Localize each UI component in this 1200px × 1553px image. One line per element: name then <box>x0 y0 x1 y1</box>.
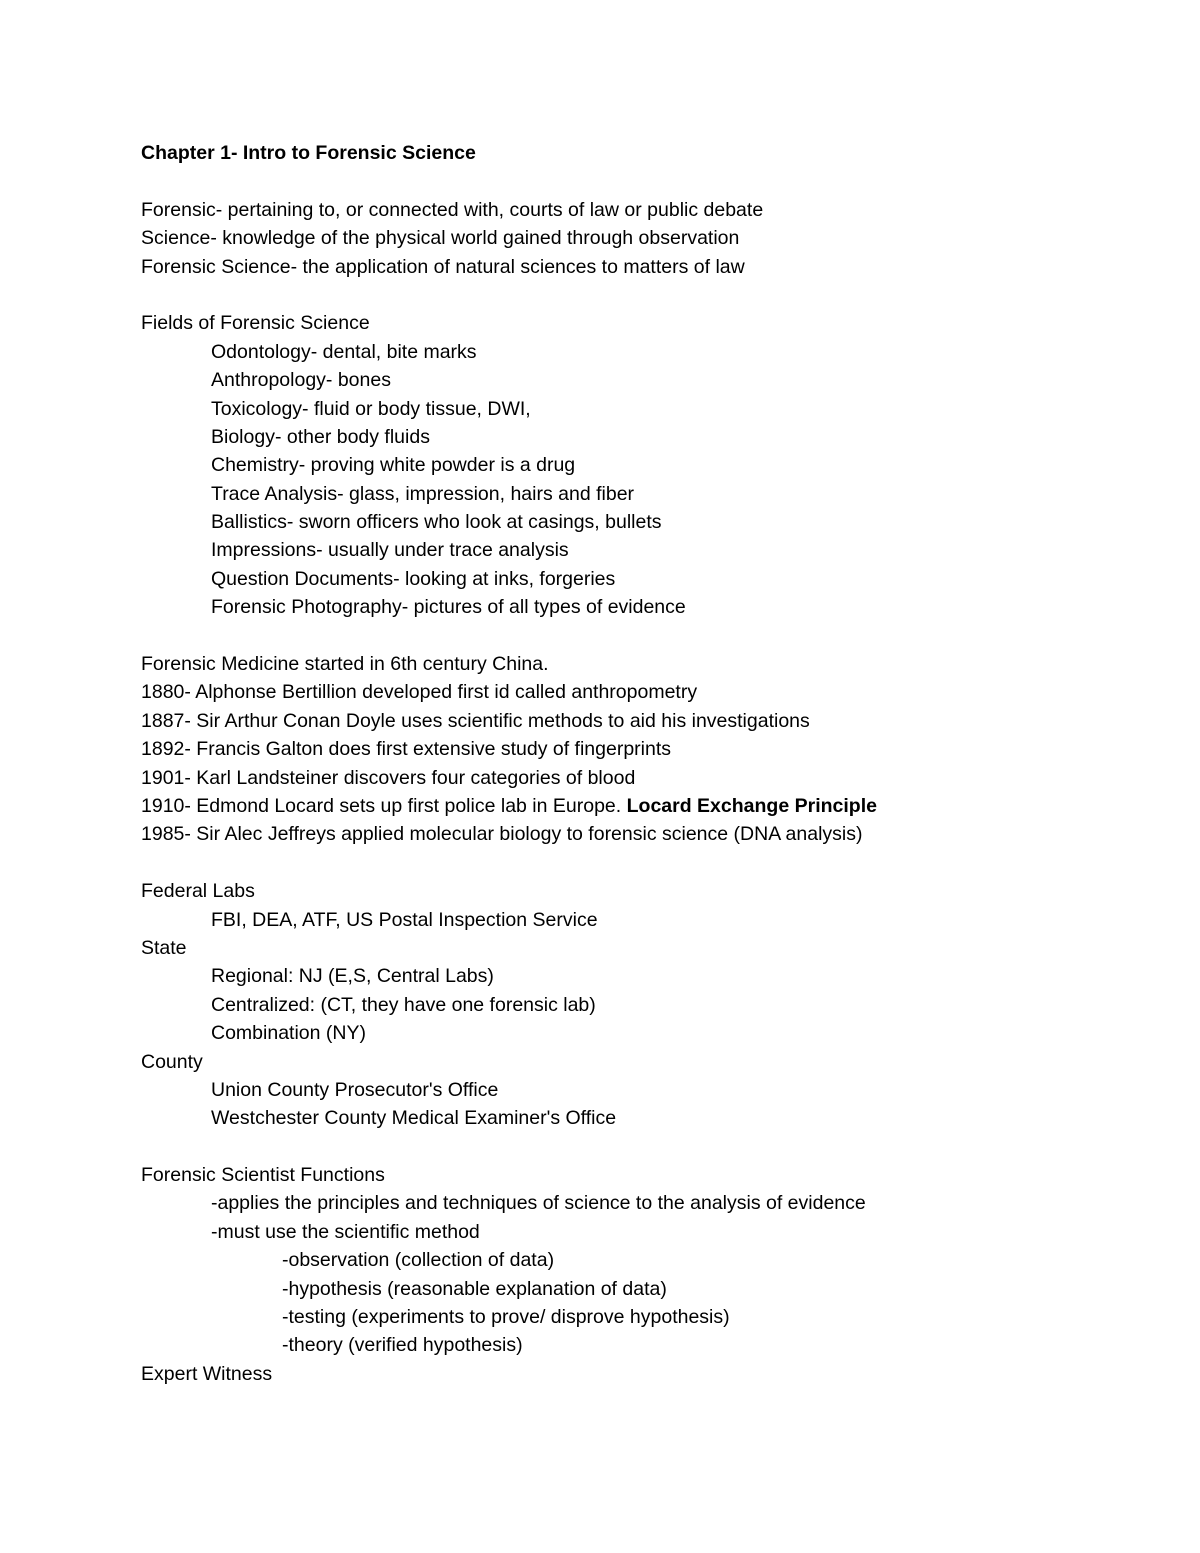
field-item: Chemistry- proving white powder is a drug <box>211 454 576 477</box>
county-item: Westchester County Medical Examiner's Office <box>211 1107 617 1130</box>
state-item: Centralized: (CT, they have one forensic lab) <box>211 993 596 1016</box>
functions-heading: Forensic Scientist Functions <box>141 1164 385 1187</box>
federal-labs-item: FBI, DEA, ATF, US Postal Inspection Service <box>211 908 598 931</box>
history-1887: 1887- Sir Arthur Conan Doyle uses scientific methods to aid his investigations <box>141 709 810 732</box>
field-item: Forensic Photography- pictures of all types of evidence <box>211 596 686 619</box>
fields-heading: Fields of Forensic Science <box>141 312 370 335</box>
county-heading: County <box>141 1050 203 1073</box>
history-1985: 1985- Sir Alec Jeffreys applied molecular biology to forensic science (DNA analysis) <box>141 823 863 846</box>
history-1910 <box>141 792 1141 820</box>
method-step: -hypothesis (reasonable explanation of data) <box>282 1277 667 1300</box>
definition-forensic: Forensic- pertaining to, or connected with, courts of law or public debate <box>141 198 764 221</box>
field-item: Impressions- usually under trace analysis <box>211 539 569 562</box>
spacer <box>141 281 1141 309</box>
history-1901: 1901- Karl Landsteiner discovers four categories of blood <box>141 766 636 789</box>
document-body <box>141 139 1141 1388</box>
history-intro: Forensic Medicine started in 6th century China. <box>141 653 549 676</box>
federal-labs-heading: Federal Labs <box>141 880 255 903</box>
field-item: Biology- other body fluids <box>211 425 430 448</box>
spacer <box>141 1133 1141 1161</box>
method-step: -theory (verified hypothesis) <box>282 1334 523 1357</box>
history-1910-text: 1910- Edmond Locard sets up first police lab in Europe. <box>141 794 627 817</box>
state-item: Regional: NJ (E,S, Central Labs) <box>211 965 494 988</box>
field-item: Odontology- dental, bite marks <box>211 340 477 363</box>
expert-witness-heading: Expert Witness <box>141 1362 273 1385</box>
function-item: -applies the principles and techniques of science to the analysis of evidence <box>211 1192 866 1215</box>
spacer <box>141 167 1141 195</box>
history-1892: 1892- Francis Galton does first extensive study of fingerprints <box>141 738 672 761</box>
locard-exchange-principle: Locard Exchange Principle <box>626 794 877 817</box>
field-item: Ballistics- sworn officers who look at casings, bullets <box>211 511 662 534</box>
field-item: Toxicology- fluid or body tissue, DWI, <box>211 397 531 420</box>
state-heading: State <box>141 936 187 959</box>
method-step: -testing (experiments to prove/ disprove hypothesis) <box>282 1306 730 1329</box>
method-step: -observation (collection of data) <box>282 1249 555 1272</box>
history-1880: 1880- Alphonse Bertillion developed first id called anthropometry <box>141 681 698 704</box>
function-item: -must use the scientific method <box>211 1220 480 1243</box>
definition-forensic-science: Forensic Science- the application of natural sciences to matters of law <box>141 255 745 278</box>
field-item: Anthropology- bones <box>211 369 391 392</box>
page-title: Chapter 1- Intro to Forensic Science <box>141 142 476 164</box>
spacer <box>141 849 1141 877</box>
field-item: Trace Analysis- glass, impression, hairs and fiber <box>211 482 635 505</box>
state-item: Combination (NY) <box>211 1022 366 1045</box>
spacer <box>141 622 1141 650</box>
field-item: Question Documents- looking at inks, forgeries <box>211 567 616 590</box>
definition-science: Science- knowledge of the physical world gained through observation <box>141 227 740 250</box>
county-item: Union County Prosecutor's Office <box>211 1078 499 1101</box>
